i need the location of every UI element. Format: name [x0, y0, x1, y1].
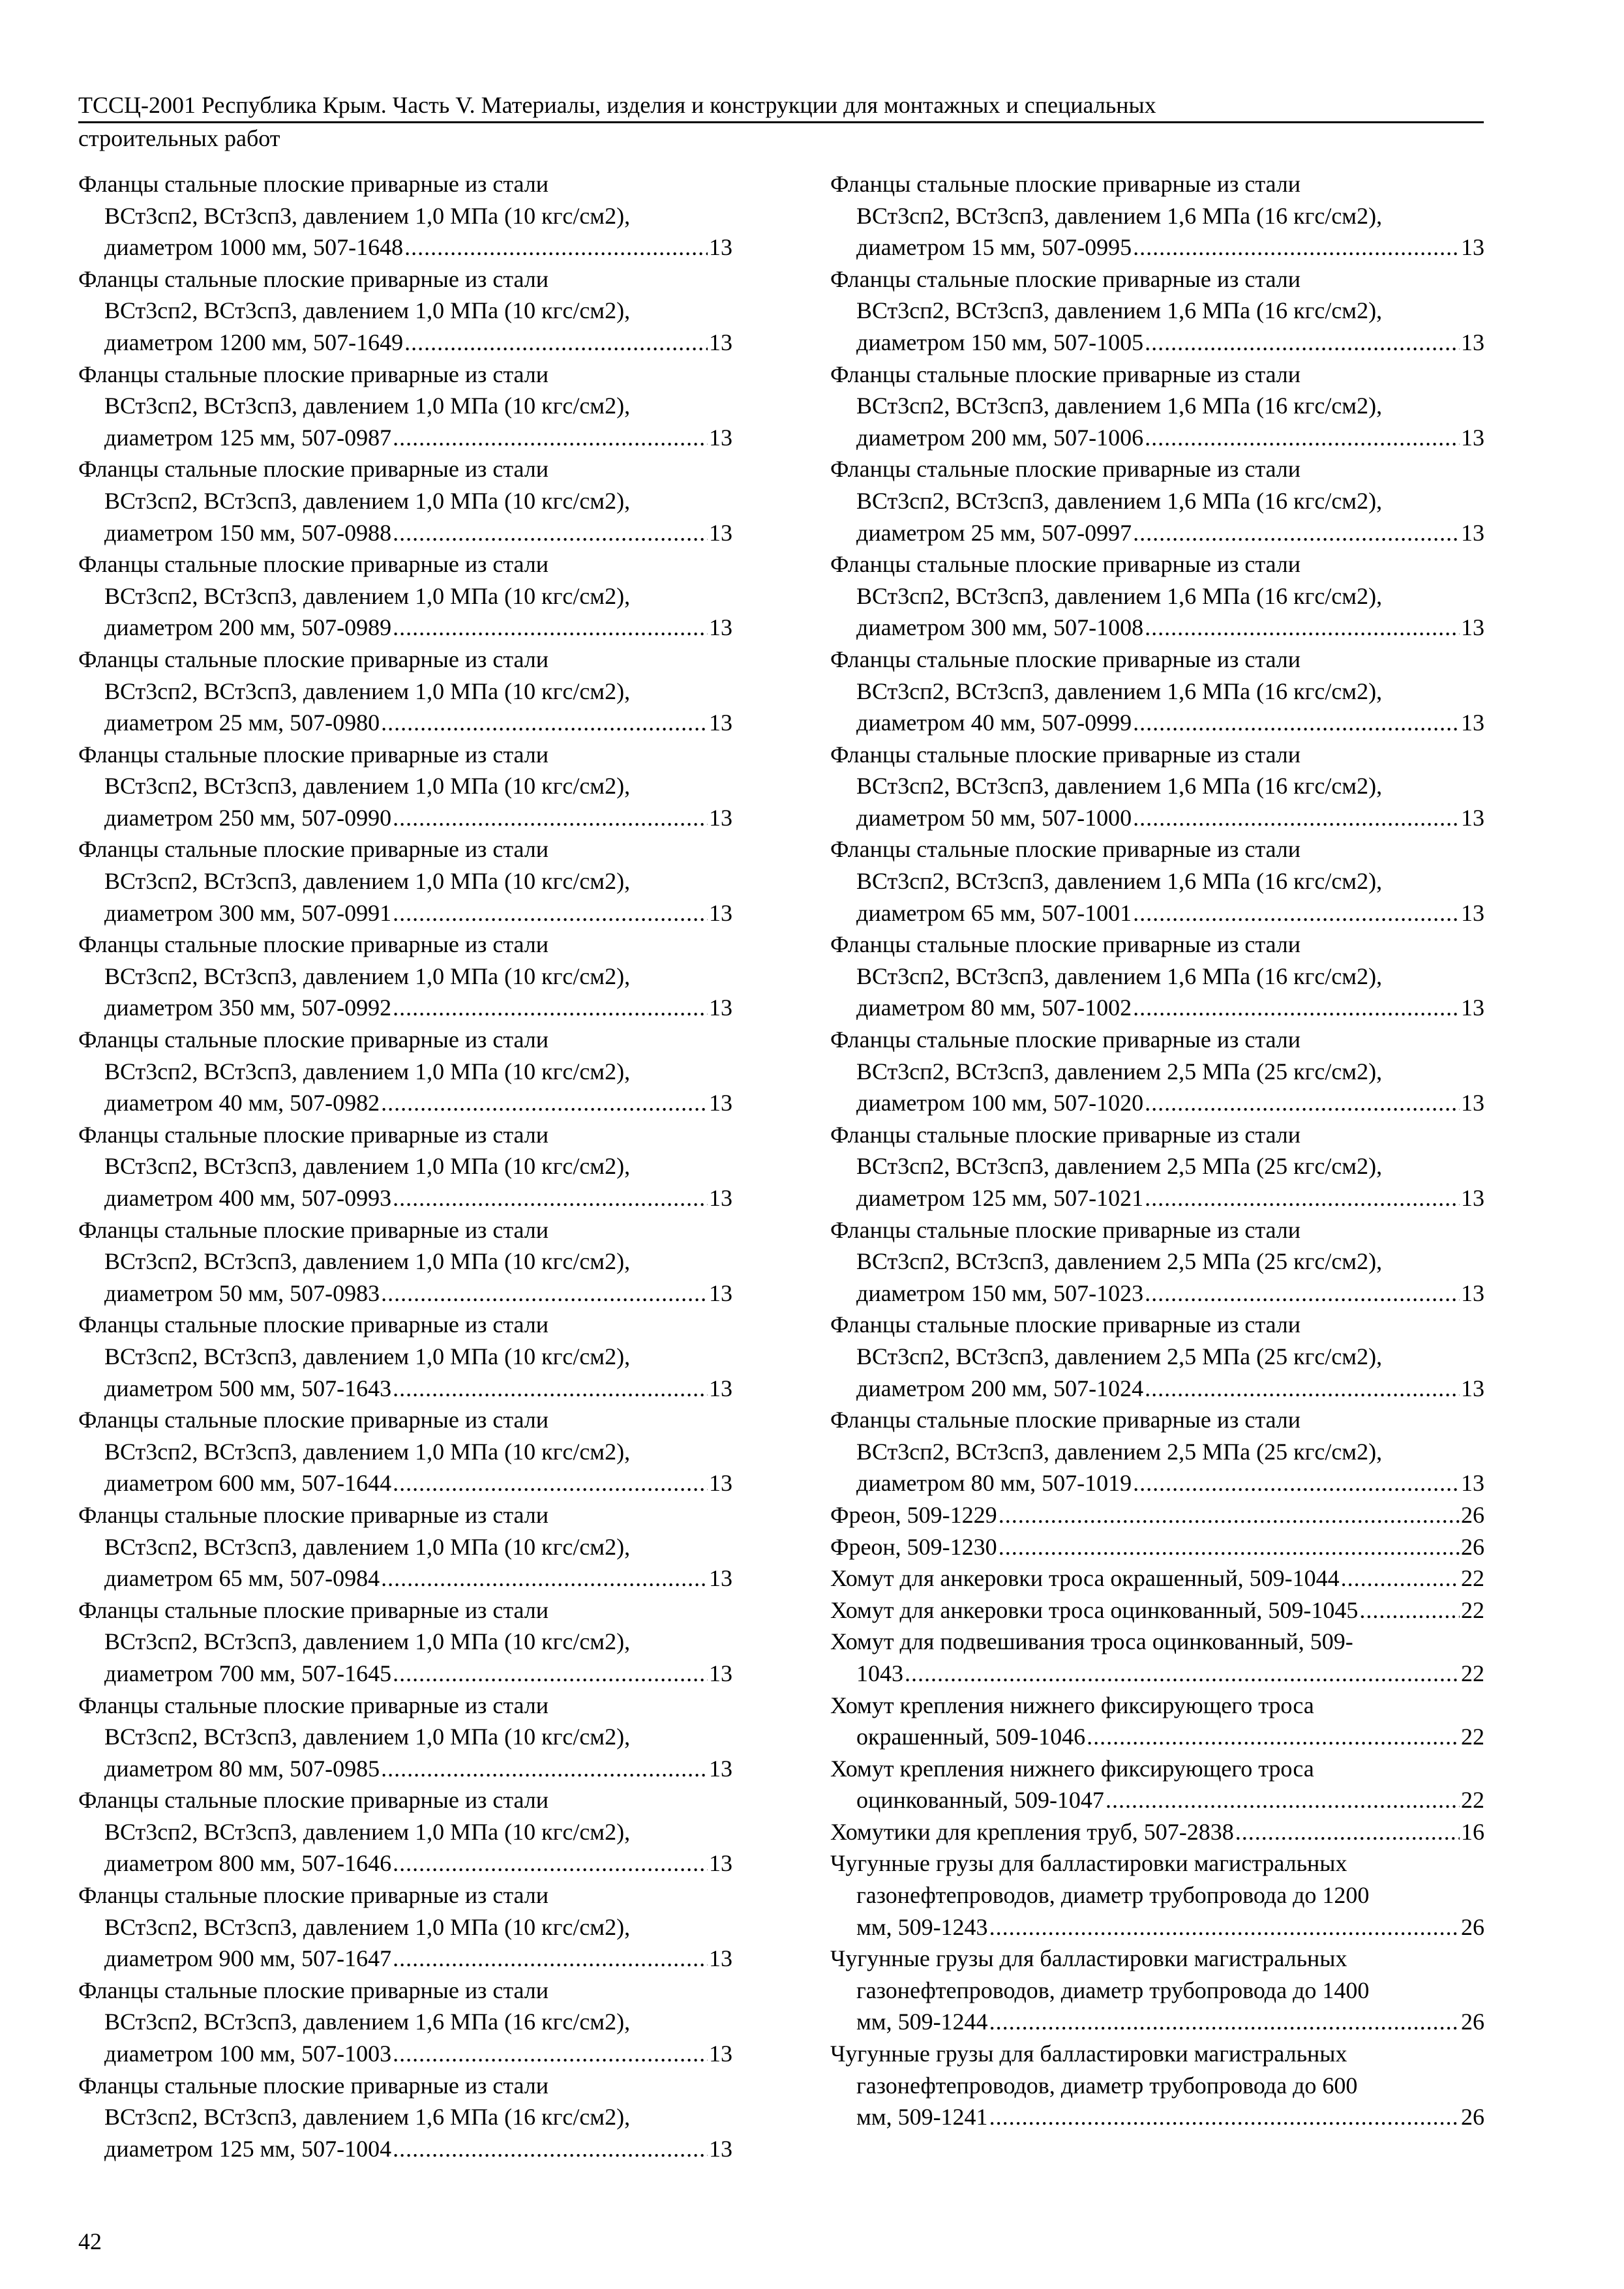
index-entry-text: Фланцы стальные плоские приварные из стали — [830, 1216, 1301, 1243]
index-entry-text: диаметром 800 мм, 507-1646 — [104, 1850, 392, 1877]
index-entry-page: 13 — [709, 804, 732, 831]
index-entry-page: 13 — [1461, 1279, 1484, 1306]
index-entry-text: диаметром 350 мм, 507-0992 — [104, 995, 392, 1021]
index-entry — [78, 1499, 732, 1594]
index-entry-text: ВСт3сп2, ВСт3сп3, давлением 1,6 МПа (16 кгс/см2), — [856, 393, 1383, 419]
dot-leader — [1133, 992, 1460, 1024]
index-entry-text: диаметром 15 мм, 507-0995 — [856, 234, 1132, 261]
index-entry-text: Чугунные грузы для балластировки магистральных — [830, 1850, 1347, 1877]
index-entry-page: 13 — [709, 1755, 732, 1782]
index-entry — [830, 1214, 1484, 1309]
index-entry — [830, 1626, 1484, 1689]
index-entry-text: Фланцы стальные плоские приварные из стали — [78, 1311, 549, 1338]
index-entry-text: ВСт3сп2, ВСт3сп3, давлением 1,0 МПа (10 кгс/см2), — [104, 393, 631, 419]
index-entry-text: Фланцы стальные плоские приварные из стали — [78, 1977, 549, 2003]
index-entry — [830, 1531, 1484, 1563]
index-entry-text: Фланцы стальные плоские приварные из стали — [830, 171, 1301, 197]
dot-leader — [1133, 707, 1460, 739]
index-entry — [830, 929, 1484, 1024]
dot-leader — [1341, 1563, 1460, 1594]
index-entry-page: 13 — [1461, 710, 1484, 736]
index-entry-text: Фланцы стальные плоские приварные из стали — [78, 551, 549, 578]
index-entry — [78, 1690, 732, 1785]
index-entry — [830, 1594, 1484, 1626]
index-entry-text: Хомут для анкеровки троса окрашенный, 509-1044 — [830, 1565, 1340, 1592]
index-entry-text: Фланцы стальные плоские приварные из стали — [78, 836, 549, 863]
index-entry-text: диаметром 1000 мм, 507-1648 — [104, 234, 404, 261]
index-entry-page: 13 — [1461, 1090, 1484, 1116]
index-entry — [78, 644, 732, 739]
index-entry-text: Фланцы стальные плоские приварные из стали — [78, 1882, 549, 1909]
index-entry-text: Фланцы стальные плоские приварные из стали — [830, 646, 1301, 672]
index-entry-text: Фланцы стальные плоские приварные из стали — [78, 1596, 549, 1623]
index-entry-text: мм, 509-1244 — [856, 2009, 988, 2035]
dot-leader — [1133, 802, 1460, 834]
index-entry-text: диаметром 40 мм, 507-0982 — [104, 1090, 380, 1116]
index-entry-text: диаметром 25 мм, 507-0997 — [856, 519, 1132, 546]
index-entry — [830, 1753, 1484, 1816]
index-entry-text: Фланцы стальные плоские приварные из стали — [830, 1026, 1301, 1053]
index-entry — [78, 359, 732, 454]
dot-leader — [1145, 1373, 1460, 1405]
index-entry-page: 13 — [709, 899, 732, 926]
index-entry-text: диаметром 125 мм, 507-1004 — [104, 2135, 392, 2162]
index-entry-text: Фланцы стальные плоские приварные из стали — [78, 931, 549, 958]
index-entry-text: диаметром 200 мм, 507-0989 — [104, 614, 392, 641]
index-entry-text: диаметром 600 мм, 507-1644 — [104, 1470, 392, 1497]
dot-leader — [989, 1911, 1460, 1943]
index-entry-page: 22 — [1461, 1660, 1484, 1686]
index-entry-text: диаметром 40 мм, 507-0999 — [856, 710, 1132, 736]
index-entry — [830, 1816, 1484, 1848]
index-entry-text: окрашенный, 509-1046 — [856, 1724, 1086, 1750]
index-entry-text: Хомутики для крепления труб, 507-2838 — [830, 1818, 1234, 1845]
index-entry-text: диаметром 125 мм, 507-1021 — [856, 1185, 1144, 1211]
index-entry-text: газонефтепроводов, диаметр трубопровода до 1200 — [856, 1882, 1370, 1909]
index-entry — [830, 263, 1484, 359]
index-entry-text: ВСт3сп2, ВСт3сп3, давлением 1,0 МПа (10 кгс/см2), — [104, 487, 631, 514]
index-entry — [78, 739, 732, 834]
index-entry-text: мм, 509-1243 — [856, 1913, 988, 1940]
index-entry-text: ВСт3сп2, ВСт3сп3, давлением 1,0 МПа (10 кгс/см2), — [104, 963, 631, 989]
index-entry-page: 13 — [709, 329, 732, 355]
header-title-line1: ТССЦ-2001 Республика Крым. Часть V. Материалы, изделия и конструкции для монтажных и специальных — [78, 90, 1484, 123]
index-entry-page: 22 — [1461, 1724, 1484, 1750]
index-entry-text: ВСт3сп2, ВСт3сп3, давлением 1,6 МПа (16 кгс/см2), — [856, 487, 1383, 514]
index-entry-text: ВСт3сп2, ВСт3сп3, давлением 2,5 МПа (25 кгс/см2), — [856, 1438, 1383, 1465]
index-entry-page: 13 — [709, 1660, 732, 1686]
dot-leader — [1133, 1467, 1460, 1499]
page-number: 42 — [78, 2228, 102, 2254]
index-entry-text: Фланцы стальные плоские приварные из стали — [830, 741, 1301, 768]
index-entry-page: 26 — [1461, 2104, 1484, 2131]
dot-leader — [381, 1563, 708, 1594]
index-entry — [830, 833, 1484, 929]
index-entry — [830, 168, 1484, 263]
index-entry-text: ВСт3сп2, ВСт3сп3, давлением 1,0 МПа (10 кгс/см2), — [104, 1248, 631, 1275]
dot-leader — [393, 1658, 708, 1690]
dot-leader — [393, 422, 708, 454]
index-entry-text: диаметром 700 мм, 507-1645 — [104, 1660, 392, 1686]
index-entry-text: Фланцы стальные плоские приварные из стали — [78, 1026, 549, 1053]
index-entry-text: диаметром 250 мм, 507-0990 — [104, 804, 392, 831]
index-entry-page: 13 — [709, 2135, 732, 2162]
dot-leader — [905, 1658, 1460, 1690]
index-entry-text: Фланцы стальные плоские приварные из стали — [830, 456, 1301, 483]
index-entry-text: Фланцы стальные плоские приварные из стали — [78, 1216, 549, 1243]
dot-leader — [393, 992, 708, 1024]
index-entry-text: ВСт3сп2, ВСт3сп3, давлением 1,0 МПа (10 кгс/см2), — [104, 1058, 631, 1085]
index-entry-page: 13 — [1461, 424, 1484, 451]
index-entry-page: 13 — [1461, 804, 1484, 831]
index-entry-text: Фланцы стальные плоские приварные из стали — [78, 741, 549, 768]
index-entry — [830, 1943, 1484, 2038]
index-entry-text: диаметром 80 мм, 507-1002 — [856, 995, 1132, 1021]
index-entry-text: ВСт3сп2, ВСт3сп3, давлением 1,0 МПа (10 кгс/см2), — [104, 1343, 631, 1369]
index-entry-text: Фланцы стальные плоские приварные из стали — [78, 1501, 549, 1528]
dot-leader — [999, 1499, 1460, 1531]
dot-leader — [989, 2101, 1460, 2133]
index-entry-page: 13 — [709, 1279, 732, 1306]
index-entry-text: Фланцы стальные плоские приварные из стали — [830, 836, 1301, 863]
index-entry — [830, 1690, 1484, 1753]
index-entry-page: 16 — [1461, 1818, 1484, 1845]
dot-leader — [1145, 1087, 1460, 1119]
index-entry — [830, 453, 1484, 548]
index-entry-page: 13 — [1461, 995, 1484, 1021]
index-entry-page: 22 — [1461, 1787, 1484, 1814]
index-entry-text: ВСт3сп2, ВСт3сп3, давлением 2,5 МПа (25 кгс/см2), — [856, 1153, 1383, 1180]
index-entry-text: диаметром 125 мм, 507-0987 — [104, 424, 392, 451]
index-entry-text: ВСт3сп2, ВСт3сп3, давлением 1,0 МПа (10 кгс/см2), — [104, 202, 631, 229]
index-entry-text: диаметром 80 мм, 507-0985 — [104, 1755, 380, 1782]
index-entry-text: Хомут для подвешивания троса оцинкованный, 509- — [830, 1628, 1353, 1655]
index-entry — [78, 1119, 732, 1214]
index-entry-text: Фланцы стальные плоские приварные из стали — [78, 646, 549, 672]
index-entry-text: ВСт3сп2, ВСт3сп3, давлением 1,0 МПа (10 кгс/см2), — [104, 297, 631, 324]
index-entry-text: диаметром 100 мм, 507-1020 — [856, 1090, 1144, 1116]
index-entry — [78, 1024, 732, 1119]
dot-leader — [1145, 422, 1460, 454]
index-entry-text: Фланцы стальные плоские приварные из стали — [78, 1121, 549, 1148]
index-entry-text: диаметром 300 мм, 507-1008 — [856, 614, 1144, 641]
dot-leader — [404, 232, 708, 263]
index-entry-text: Фреон, 509-1230 — [830, 1533, 997, 1560]
dot-leader — [999, 1531, 1460, 1563]
index-entry-text: ВСт3сп2, ВСт3сп3, давлением 1,0 МПа (10 кгс/см2), — [104, 868, 631, 895]
index-entry-text: Хомут крепления нижнего фиксирующего троса — [830, 1755, 1314, 1782]
index-entry-text: диаметром 50 мм, 507-1000 — [856, 804, 1132, 831]
index-entry-text: диаметром 900 мм, 507-1647 — [104, 1945, 392, 1972]
index-entry — [830, 548, 1484, 644]
index-entry-page: 22 — [1461, 1565, 1484, 1592]
index-entry — [830, 1024, 1484, 1119]
index-entry — [830, 1404, 1484, 1499]
index-entry-page: 13 — [1461, 1470, 1484, 1497]
dot-leader — [393, 517, 708, 549]
index-entry-text: Чугунные грузы для балластировки магистральных — [830, 2041, 1347, 2067]
index-entry-text: ВСт3сп2, ВСт3сп3, давлением 1,0 МПа (10 кгс/см2), — [104, 1913, 631, 1940]
index-entry-page: 13 — [709, 1850, 732, 1877]
index-entry-text: Фланцы стальные плоские приварные из стали — [78, 1407, 549, 1433]
index-entry-page: 13 — [709, 710, 732, 736]
index-entry-page: 13 — [1461, 1185, 1484, 1211]
index-entry-text: ВСт3сп2, ВСт3сп3, давлением 1,0 МПа (10 кгс/см2), — [104, 678, 631, 704]
dot-leader — [1087, 1721, 1460, 1753]
dot-leader — [393, 612, 708, 644]
index-entry-text: Хомут для анкеровки троса оцинкованный, 509-1045 — [830, 1596, 1359, 1623]
index-entry-page: 13 — [709, 519, 732, 546]
index-entry-text: ВСт3сп2, ВСт3сп3, давлением 2,5 МПа (25 кгс/см2), — [856, 1248, 1383, 1275]
index-entry-page: 26 — [1461, 1533, 1484, 1560]
index-entry — [830, 1309, 1484, 1404]
index-entry-text: газонефтепроводов, диаметр трубопровода до 600 — [856, 2072, 1358, 2099]
index-entry — [830, 1563, 1484, 1594]
index-entry — [78, 548, 732, 644]
index-entry-text: диаметром 100 мм, 507-1003 — [104, 2041, 392, 2067]
dot-leader — [1145, 327, 1460, 359]
index-entry-page: 13 — [1461, 899, 1484, 926]
index-entry-text: газонефтепроводов, диаметр трубопровода до 1400 — [856, 1977, 1370, 2003]
dot-leader — [381, 1087, 708, 1119]
index-entry-page: 13 — [709, 1090, 732, 1116]
index-entry-text: ВСт3сп2, ВСт3сп3, давлением 1,6 МПа (16 кгс/см2), — [856, 297, 1383, 324]
index-entry-page: 13 — [1461, 234, 1484, 261]
index-entry-page: 13 — [709, 1185, 732, 1211]
index-entry-text: Фланцы стальные плоские приварные из стали — [830, 361, 1301, 387]
index-entry-page: 13 — [1461, 519, 1484, 546]
page-header — [78, 90, 1484, 153]
index-entry-page: 13 — [1461, 614, 1484, 641]
index-entry-page: 22 — [1461, 1596, 1484, 1623]
index-entry-text: ВСт3сп2, ВСт3сп3, давлением 1,6 МПа (16 кгс/см2), — [104, 2009, 631, 2035]
index-column-left — [78, 168, 732, 2164]
index-entry-text: ВСт3сп2, ВСт3сп3, давлением 1,6 МПа (16 кгс/см2), — [856, 678, 1383, 704]
index-entry — [78, 1214, 732, 1309]
index-entry-text: диаметром 200 мм, 507-1024 — [856, 1375, 1144, 1401]
index-entry — [830, 1848, 1484, 1943]
index-entry-text: диаметром 150 мм, 507-1023 — [856, 1279, 1144, 1306]
index-entry-text: ВСт3сп2, ВСт3сп3, давлением 1,0 МПа (10 кгс/см2), — [104, 1153, 631, 1180]
index-column-right — [830, 168, 1484, 2133]
index-entry — [78, 1879, 732, 1975]
index-entry-page: 13 — [709, 1945, 732, 1972]
index-entry-text: ВСт3сп2, ВСт3сп3, давлением 1,6 МПа (16 кгс/см2), — [856, 868, 1383, 895]
dot-leader — [1105, 1784, 1460, 1816]
index-entry — [830, 739, 1484, 834]
index-entry-text: Фланцы стальные плоские приварные из стали — [830, 931, 1301, 958]
dot-leader — [404, 327, 708, 359]
dot-leader — [1133, 897, 1460, 929]
index-entry-text: ВСт3сп2, ВСт3сп3, давлением 1,0 МПа (10 кгс/см2), — [104, 582, 631, 609]
index-entry-page: 13 — [1461, 329, 1484, 355]
index-entry-text: мм, 509-1241 — [856, 2104, 988, 2131]
index-entry — [78, 168, 732, 263]
index-entry — [830, 1499, 1484, 1531]
index-entry-text: диаметром 1200 мм, 507-1649 — [104, 329, 404, 355]
index-entry — [78, 263, 732, 359]
index-entry-page: 13 — [709, 234, 732, 261]
index-entry-text: Чугунные грузы для балластировки магистральных — [830, 1945, 1347, 1972]
index-entry — [78, 1309, 732, 1404]
index-entry-text: ВСт3сп2, ВСт3сп3, давлением 1,6 МПа (16 кгс/см2), — [856, 582, 1383, 609]
dot-leader — [393, 1943, 708, 1975]
index-entry-text: 1043 — [856, 1660, 903, 1686]
index-entry-text: оцинкованный, 509-1047 — [856, 1787, 1104, 1814]
index-entry-text: ВСт3сп2, ВСт3сп3, давлением 1,0 МПа (10 кгс/см2), — [104, 1724, 631, 1750]
index-entry-text: диаметром 25 мм, 507-0980 — [104, 710, 380, 736]
dot-leader — [1133, 517, 1460, 549]
index-entry-text: ВСт3сп2, ВСт3сп3, давлением 1,0 МПа (10 кгс/см2), — [104, 1818, 631, 1845]
index-entry-text: ВСт3сп2, ВСт3сп3, давлением 1,6 МПа (16 кгс/см2), — [104, 2104, 631, 2131]
index-entry-text: ВСт3сп2, ВСт3сп3, давлением 1,0 МПа (10 кгс/см2), — [104, 773, 631, 800]
index-entry-page: 13 — [709, 614, 732, 641]
index-entry-page: 13 — [709, 424, 732, 451]
index-entry-text: Фланцы стальные плоские приварные из стали — [830, 1121, 1301, 1148]
index-entry-text: ВСт3сп2, ВСт3сп3, давлением 1,6 МПа (16 кгс/см2), — [856, 773, 1383, 800]
index-entry-page: 13 — [709, 1470, 732, 1497]
dot-leader — [1145, 1278, 1460, 1309]
index-entry-text: диаметром 200 мм, 507-1006 — [856, 424, 1144, 451]
index-entry — [78, 453, 732, 548]
index-entry-text: Фланцы стальные плоские приварные из стали — [830, 265, 1301, 292]
dot-leader — [1133, 232, 1460, 263]
dot-leader — [393, 2038, 708, 2070]
index-entry-text: диаметром 300 мм, 507-0991 — [104, 899, 392, 926]
index-entry-text: ВСт3сп2, ВСт3сп3, давлением 1,0 МПа (10 кгс/см2), — [104, 1533, 631, 1560]
index-entry-text: диаметром 500 мм, 507-1643 — [104, 1375, 392, 1401]
dot-leader — [381, 1753, 708, 1785]
index-entry-text: ВСт3сп2, ВСт3сп3, давлением 2,5 МПа (25 кгс/см2), — [856, 1343, 1383, 1369]
dot-leader — [393, 2133, 708, 2165]
index-entry-text: ВСт3сп2, ВСт3сп3, давлением 1,6 МПа (16 кгс/см2), — [856, 202, 1383, 229]
dot-leader — [393, 802, 708, 834]
header-title-line2: строительных работ — [78, 125, 280, 151]
index-entry-page: 26 — [1461, 1913, 1484, 1940]
index-entry-page: 13 — [709, 995, 732, 1021]
index-entry-text: Фланцы стальные плоские приварные из стали — [78, 2072, 549, 2099]
index-entry — [78, 1975, 732, 2070]
index-entry — [78, 2070, 732, 2165]
index-entry-text: диаметром 50 мм, 507-0983 — [104, 1279, 380, 1306]
index-entry — [78, 1404, 732, 1499]
dot-leader — [1145, 1182, 1460, 1214]
index-entry-text: ВСт3сп2, ВСт3сп3, давлением 1,0 МПа (10 кгс/см2), — [104, 1438, 631, 1465]
index-entry-text: диаметром 65 мм, 507-1001 — [856, 899, 1132, 926]
index-entry-text: диаметром 150 мм, 507-1005 — [856, 329, 1144, 355]
dot-leader — [1359, 1594, 1460, 1626]
index-entry-text: Фланцы стальные плоские приварные из стали — [78, 1787, 549, 1814]
index-entry — [78, 1784, 732, 1879]
index-entry — [830, 1119, 1484, 1214]
index-entry-text: Фланцы стальные плоские приварные из стали — [830, 1311, 1301, 1338]
index-entry — [78, 929, 732, 1024]
index-entry-text: Фланцы стальные плоские приварные из стали — [830, 551, 1301, 578]
index-entry-text: диаметром 150 мм, 507-0988 — [104, 519, 392, 546]
dot-leader — [381, 1278, 708, 1309]
dot-leader — [1235, 1816, 1460, 1848]
index-entry-text: Фланцы стальные плоские приварные из стали — [78, 1692, 549, 1718]
dot-leader — [1145, 612, 1460, 644]
index-entry-text: Фланцы стальные плоские приварные из стали — [78, 171, 549, 197]
index-entry-text: Фреон, 509-1229 — [830, 1501, 997, 1528]
index-entry-text: диаметром 65 мм, 507-0984 — [104, 1565, 380, 1592]
index-entry-text: ВСт3сп2, ВСт3сп3, давлением 1,6 МПа (16 кгс/см2), — [856, 963, 1383, 989]
dot-leader — [393, 1467, 708, 1499]
dot-leader — [989, 2006, 1460, 2038]
index-entry — [830, 644, 1484, 739]
dot-leader — [381, 707, 708, 739]
index-entry-page: 13 — [709, 1375, 732, 1401]
dot-leader — [393, 1373, 708, 1405]
index-entry-page: 26 — [1461, 2009, 1484, 2035]
index-entry-page: 26 — [1461, 1501, 1484, 1528]
dot-leader — [393, 897, 708, 929]
index-entry-text: Фланцы стальные плоские приварные из стали — [78, 361, 549, 387]
index-entry — [78, 1594, 732, 1690]
index-entry-text: диаметром 80 мм, 507-1019 — [856, 1470, 1132, 1497]
index-entry — [830, 2038, 1484, 2133]
index-entry-text: ВСт3сп2, ВСт3сп3, давлением 1,0 МПа (10 кгс/см2), — [104, 1628, 631, 1655]
dot-leader — [393, 1848, 708, 1879]
index-entry-text: Фланцы стальные плоские приварные из стали — [78, 456, 549, 483]
index-entry-page: 13 — [709, 2041, 732, 2067]
index-entry — [78, 833, 732, 929]
index-entry-text: ВСт3сп2, ВСт3сп3, давлением 2,5 МПа (25 кгс/см2), — [856, 1058, 1383, 1085]
index-entry-text: Хомут крепления нижнего фиксирующего троса — [830, 1692, 1314, 1718]
dot-leader — [393, 1182, 708, 1214]
index-entry — [830, 359, 1484, 454]
index-entry-text: диаметром 400 мм, 507-0993 — [104, 1185, 392, 1211]
index-entry-text: Фланцы стальные плоские приварные из стали — [78, 265, 549, 292]
index-entry-page: 13 — [1461, 1375, 1484, 1401]
index-entry-page: 13 — [709, 1565, 732, 1592]
index-entry-text: Фланцы стальные плоские приварные из стали — [830, 1407, 1301, 1433]
